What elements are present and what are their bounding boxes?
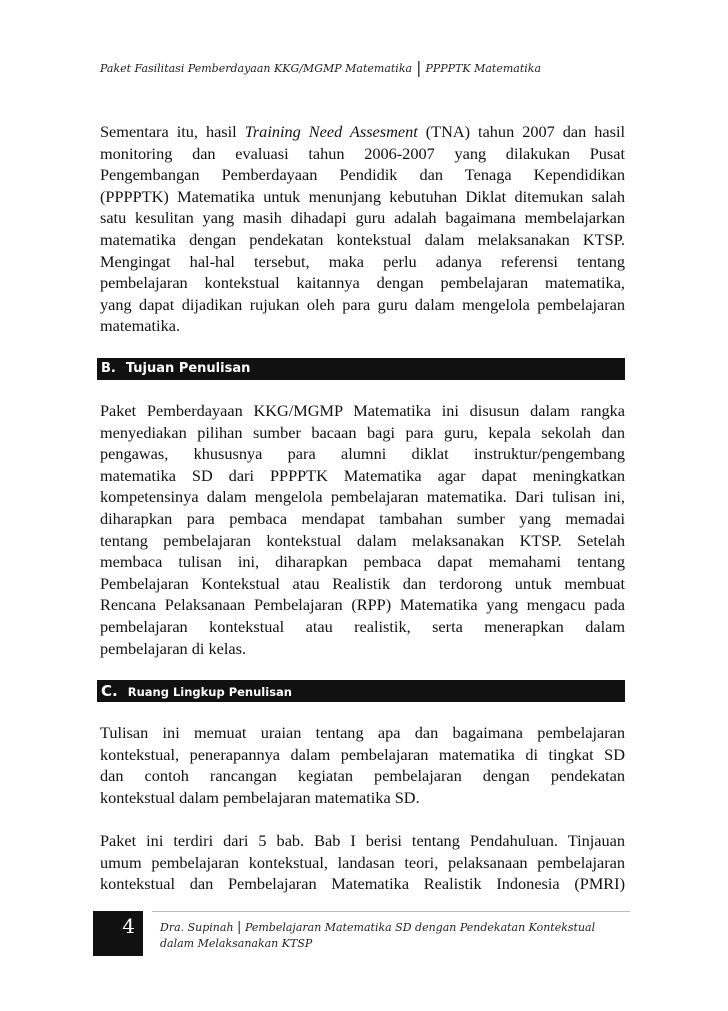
text-line: Rencana Pelaksanaan Pembelajaran (RPP) Matematika yang mengacu pada [100,595,625,615]
text-line: kontekstual dan Pembelajaran Matematika Realistik Indonesia (PMRI) [100,874,625,894]
text-line: Pengembangan Pemberdayaan Pendidik dan Tenaga Kependidikan [100,165,625,185]
text-line: kontekstual dalam pembelajaran matematika SD. [100,787,420,807]
text-line: kompetensinya dalam mengelola pembelajaran matematika. Dari tulisan ini, [100,487,625,507]
text-line: menyediakan pilihan sumber bacaan bagi para guru, kepala sekolah dan [100,422,625,442]
footer-separator: | [237,920,242,935]
text-line: pembelajaran kontekstual atau realistik, serta menerapkan dalam [100,616,625,636]
text-line: matematika dengan pendekatan kontekstual dalam melaksanakan KTSP. [100,229,625,249]
section-heading-b [97,358,625,380]
text-line: kontekstual, penerapannya dalam pembelajaran matematika di tingkat SD [100,744,625,764]
footer-divider [152,911,630,912]
text-line: tentang pembelajaran kontekstual dalam melaksanakan KTSP. Setelah [100,530,625,550]
header-separator: | [416,58,422,77]
text-line: Sementara itu, hasil Training Need Assesment (TNA) tahun 2007 dan hasil [100,122,625,141]
text-line: Mengingat hal-hal tersebut, maka perlu adanya referensi tentang [100,251,625,271]
section-title: Ruang Lingkup Penulisan [127,685,292,699]
text-line: monitoring dan evaluasi tahun 2006-2007 yang dilakukan Pusat [100,143,625,163]
section-b-paragraph [100,400,625,659]
section-c-paragraph-2 [100,830,625,895]
text-line: Tulisan ini memuat uraian tentang apa dan bagaimana pembelajaran [100,723,625,742]
header-right: PPPPTK Matematika [425,62,542,75]
text-line: Pembelajaran Kontekstual atau Realistik dan terdorong untuk membuat [100,573,625,593]
footer-title-line-1: Pembelajaran Matematika SD dengan Pendekatan Kontekstual [244,921,596,934]
text-line: umum pembelajaran kontekstual, landasan teori, pelaksanaan pembelajaran [100,852,625,872]
section-letter: C. [101,682,118,700]
text-line: matematika SD dari PPPPTK Matematika agar dapat meningkatkan [100,465,625,485]
text-line: yang dapat dijadikan rujukan oleh para guru dalam mengelola pembelajaran [100,294,625,314]
text-line: pembelajaran kontekstual kaitannya dengan pembelajaran matematika, [100,273,625,293]
text-line: pembelajaran di kelas. [100,638,247,658]
text-line: dan contoh rancangan kegiatan pembelajaran dengan pendekatan [100,766,625,786]
footer-title-line-2: dalam Melaksanakan KTSP [160,937,313,950]
text-line: Paket Pemberdayaan KKG/MGMP Matematika ini disusun dalam rangka [100,401,625,420]
section-c-paragraph-1 [100,722,625,808]
text-line: matematika. [100,316,181,336]
page-number: 4 [93,911,143,956]
section-heading-c [97,680,625,702]
section-letter: B. [101,361,116,376]
intro-paragraph [100,121,625,337]
header-left: Paket Fasilitasi Pemberdayaan KKG/MGMP Matematika [100,62,413,75]
text-line: (PPPPTK) Matematika untuk menunjang kebutuhan Diklat ditemukan salah [100,186,625,206]
text-line: Paket ini terdiri dari 5 bab. Bab I berisi tentang Pendahuluan. Tinjauan [100,831,625,850]
text-line: satu kesulitan yang masih dihadapi guru adalah bagaimana membelajarkan [100,208,625,228]
text-line: pengawas, khususnya para alumni diklat instruktur/pengembang [100,444,625,464]
running-header [100,57,630,76]
text-line: membaca tulisan ini, diharapkan pembaca dapat memahami tentang [100,552,625,572]
footer-author: Dra. Supinah [160,921,234,934]
section-title: Tujuan Penulisan [125,361,251,376]
running-footer [160,920,620,952]
text-line: diharapkan para pembaca mendapat tambahan sumber yang memadai [100,508,625,528]
